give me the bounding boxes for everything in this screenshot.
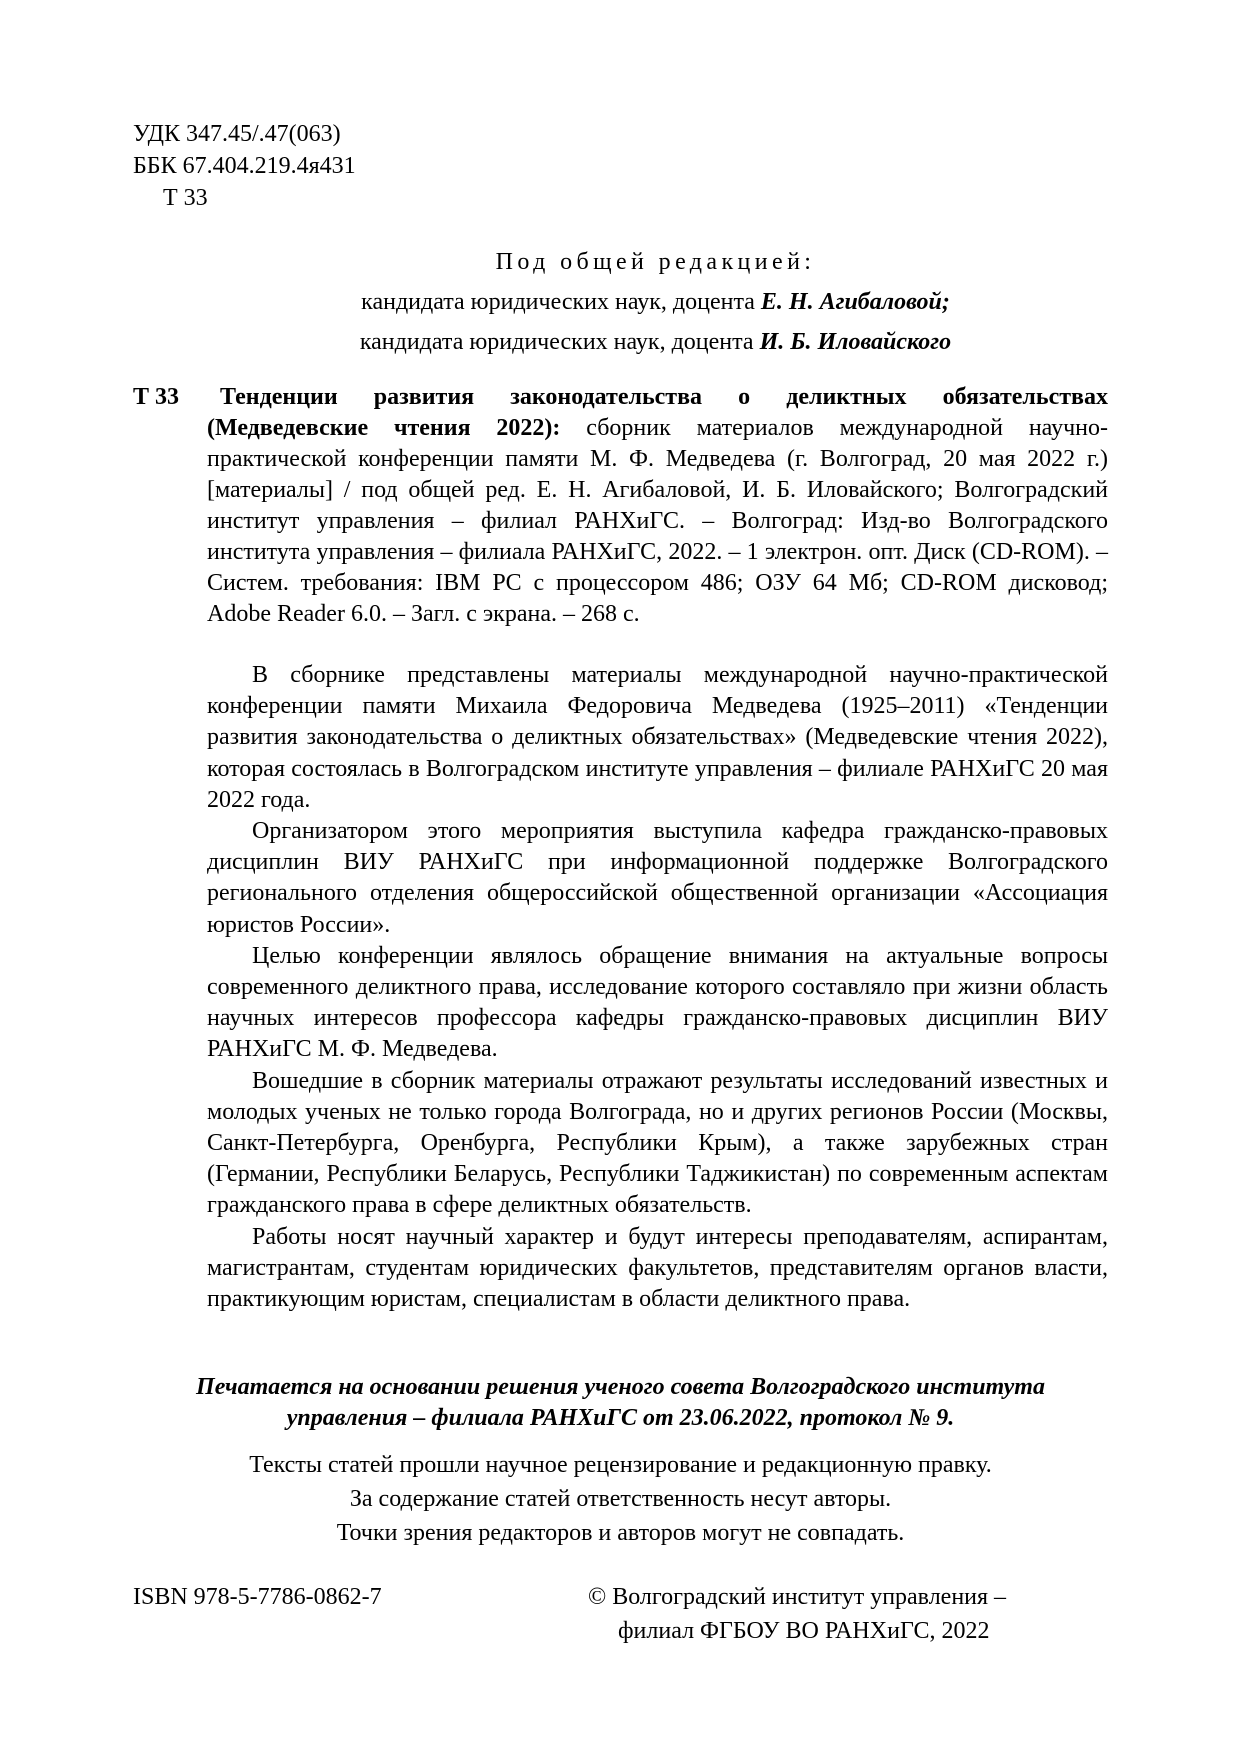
print-approval-notice [133, 1372, 1108, 1434]
abstract-paragraph: Работы носят научный характер и будут интересы преподавателям, аспирантам, магистрантам, студентам юридических факультетов, представителям органов власти, практикующим юристам, специалистам в области деликтного права. [207, 1223, 1108, 1313]
notice-line: Печатается на основании решения ученого совета Волгоградского института [196, 1374, 1045, 1400]
copyright-line: © Волгоградский институт управления – [588, 1584, 1007, 1610]
abstract-paragraph: Организатором этого мероприятия выступила кафедра гражданско-правовых дисциплин ВИУ РАНХиГС при информационной поддержке Волгоградского регионального отделения общероссийской общественной организации «Ассоциация юристов России». [207, 818, 1108, 938]
editor-title: кандидата юридических наук, доцента [359, 329, 754, 355]
editors-header: Под общей редакцией: [495, 249, 816, 275]
note-line: За содержание статей ответственность несут авторы. [349, 1486, 892, 1512]
editor-line [0, 282, 1241, 322]
isbn: ISBN 978-5-7786-0862-7 [133, 1584, 382, 1610]
bib-description-block [207, 382, 1108, 630]
editor-name: Е. Н. Агибаловой; [760, 289, 950, 315]
bib-author-mark: Т 33 [133, 384, 180, 410]
abstract-paragraph: Целью конференции являлось обращение внимания на актуальные вопросы современного деликтного права, исследование которого составляло при жизни область научных интересов профессора кафедры гражданско-правовых дисциплин ВИУ РАНХиГС М. Ф. Медведева. [207, 942, 1108, 1063]
abstract [207, 660, 1108, 1315]
editor-name: И. Б. Иловайского [759, 329, 952, 355]
note-line: Тексты статей прошли научное рецензирование и редакционную правку. [249, 1452, 992, 1478]
book-description: сборник материалов международной научно-практической конференции памяти М. Ф. Медведева (г. Волгоград, 20 мая 2022 г.) [материалы] / под общей ред. Е. Н. Агибаловой, И. Б. Иловайского; Волгоградский институт управления – филиал РАНХиГС. – Волгоград: Изд-во Волгоградского института управления – филиала РАНХиГС, 2022. – 1 электрон. опт. Диск (CD-ROM). – Систем. требования: IBM PC с процессором 486; ОЗУ 64 Мб; CD-ROM дисковод; Adobe Reader 6.0. – Загл. с экрана. – 268 с. [207, 415, 1109, 627]
note-line: Точки зрения редакторов и авторов могут не совпадать. [336, 1520, 905, 1546]
notice-line: управления – филиала РАНХиГС от 23.06.2022, протокол № 9. [286, 1405, 955, 1431]
udk-code: УДК 347.45/.47(063) [133, 121, 341, 147]
book-title: Тенденции развития законодательства о деликтных обязательствах (Медведевские чтения 2022): [207, 384, 1108, 441]
abstract-paragraph: Вошедшие в сборник материалы отражают результаты исследований известных и молодых ученых не только города Волгограда, но и других регионов России (Москвы, Санкт-Петербурга, Оренбурга, Республики Крым), а также зарубежных стран (Германии, Республики Беларусь, Республики Таджикистан) по современным аспектам гражданского права в сфере деликтных обязательств. [207, 1067, 1108, 1219]
classification-codes [133, 118, 356, 214]
abstract-paragraph: В сборнике представлены материалы международной научно-практической конференции памяти Михаила Федоровича Медведева (1925–2011) «Тенденции развития законодательства о деликтных обязательствах» (Медведевские чтения 2022), которая состоялась в Волгоградском институте управления – филиале РАНХиГС 20 мая 2022 года. [207, 662, 1108, 813]
editors-block [0, 242, 1241, 362]
bbk-code: ББК 67.404.219.4я431 [133, 153, 356, 179]
author-mark: Т 33 [163, 185, 208, 211]
review-notes [133, 1448, 1108, 1550]
editor-title: кандидата юридических наук, доцента [361, 289, 755, 315]
editor-line [0, 322, 1241, 362]
copyright [588, 1580, 1006, 1648]
copyright-line: филиал ФГБОУ ВО РАНХиГС, 2022 [618, 1618, 990, 1644]
